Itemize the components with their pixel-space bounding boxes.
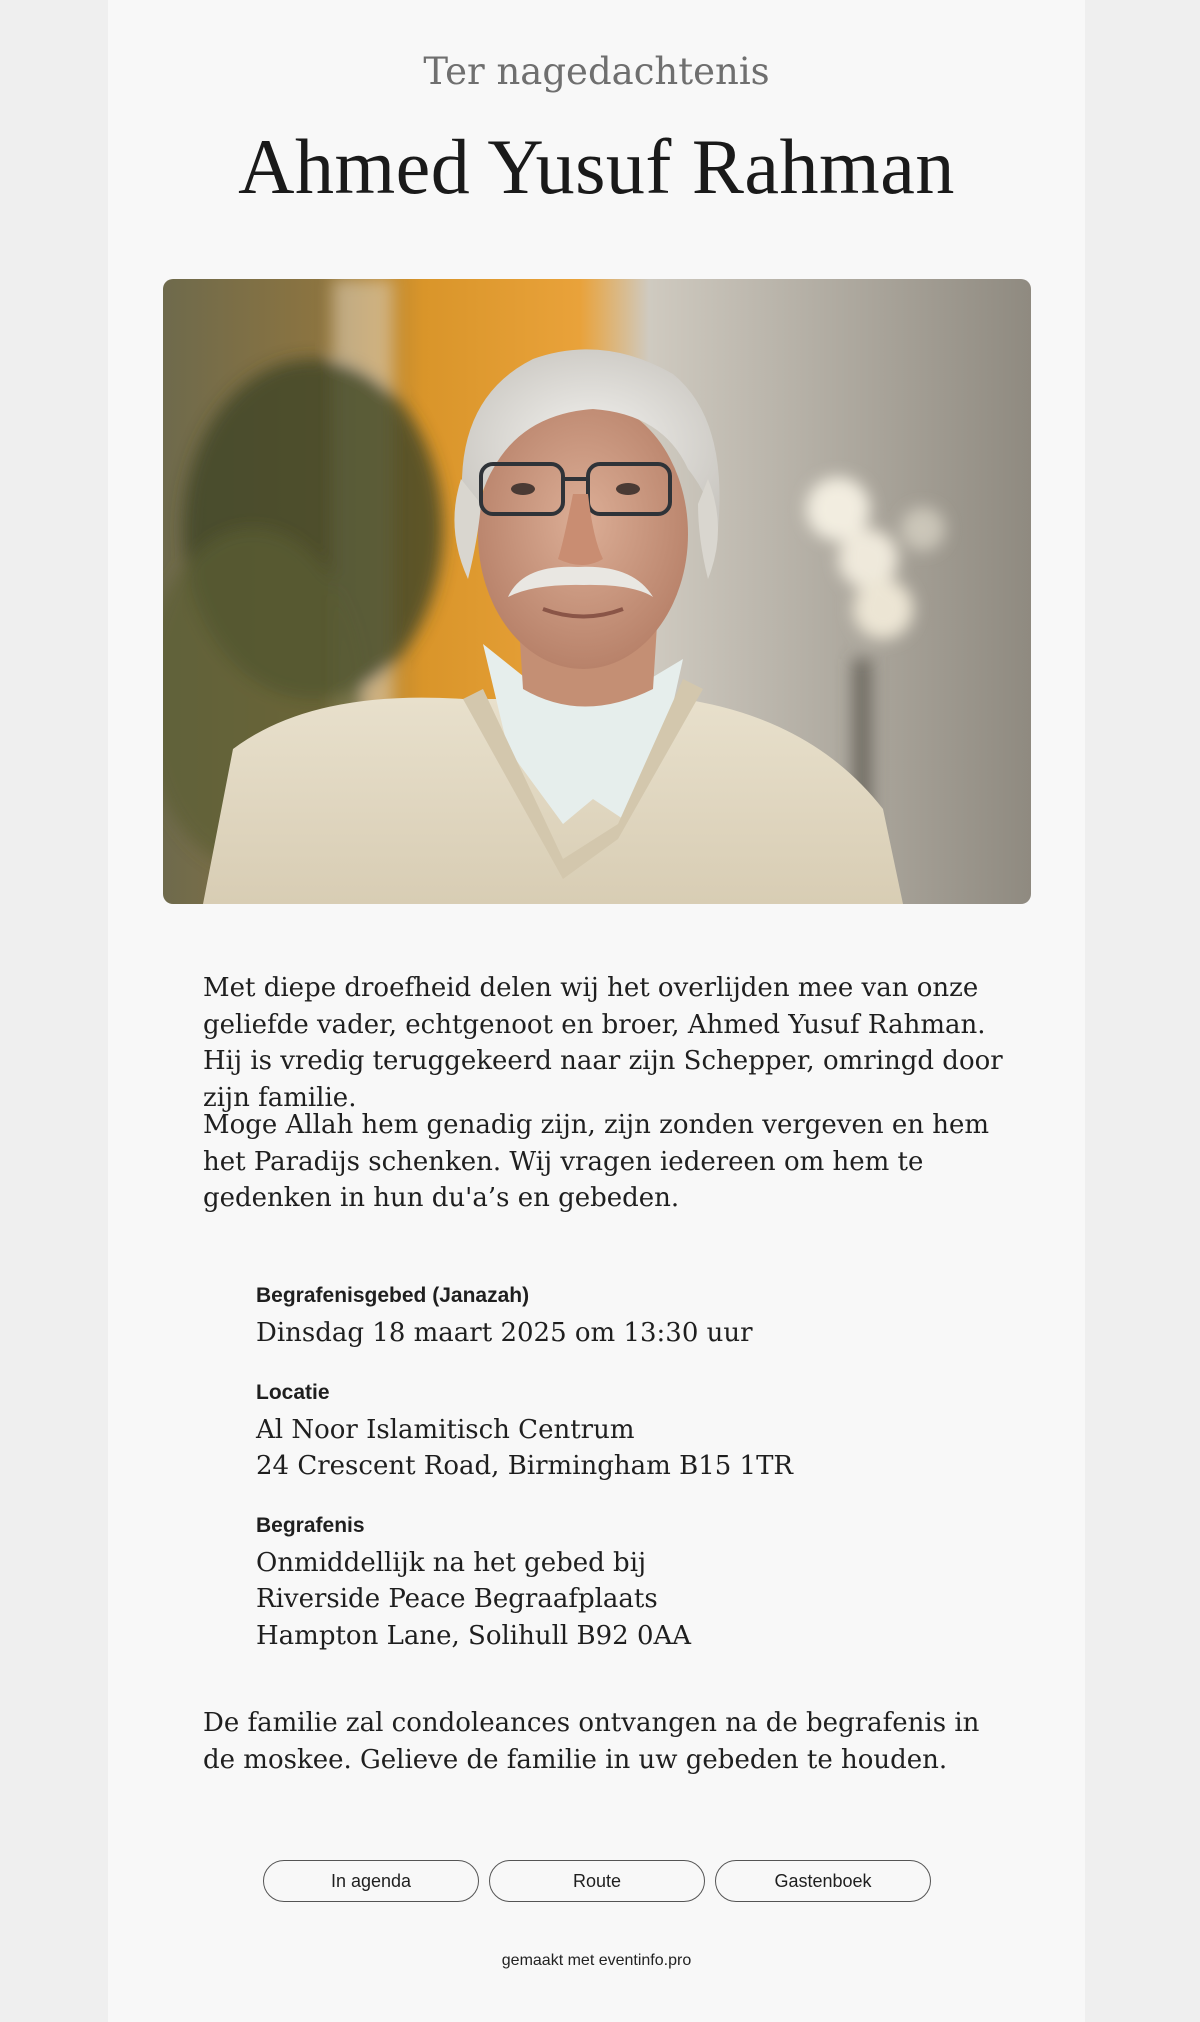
location-label: Locatie [256, 1380, 330, 1404]
add-to-calendar-button[interactable]: In agenda [263, 1860, 479, 1902]
prayer-detail [256, 1283, 956, 1352]
burial-detail [256, 1513, 956, 1655]
event-details [256, 1283, 956, 1682]
footer-credit[interactable]: gemaakt met eventinfo.pro [501, 1952, 692, 1969]
page-subtitle: Ter nagedachtenis [423, 50, 770, 93]
portrait-photo [163, 279, 1031, 904]
location-detail [256, 1380, 956, 1485]
burial-timing: Onmiddellijk na het gebed bij [256, 1547, 647, 1578]
intro-paragraph-2: Moge Allah hem genadig zijn, zijn zonden vergeven en hem het Paradijs schenken. Wij vragen iedereen om hem te gedenken in hun du'a’s en gebeden. [203, 1110, 990, 1213]
location-address: 24 Crescent Road, Birmingham B15 1TR [256, 1451, 793, 1481]
memorial-page [108, 0, 1085, 2022]
prayer-datetime: Dinsdag 18 maart 2025 om 13:30 uur [256, 1318, 753, 1348]
prayer-label: Begrafenisgebed (Janazah) [256, 1284, 530, 1307]
location-name: Al Noor Islamitisch Centrum [256, 1414, 635, 1445]
guestbook-button[interactable]: Gastenboek [715, 1860, 931, 1902]
action-buttons [263, 1860, 943, 1902]
closing-paragraph: De familie zal condoleances ontvangen na de begrafenis in de moskee. Gelieve de familie in uw gebeden te houden. [203, 1708, 980, 1775]
page-title: Ahmed Yusuf Rahman [238, 123, 955, 210]
intro-paragraph-1: Met diepe droefheid delen wij het overlijden mee van onze geliefde vader, echtgenoot en broer, Ahmed Yusuf Rahman. Hij is vredig teruggekeerd naar zijn Schepper, omringd door zijn familie. [203, 973, 1003, 1113]
burial-label: Begrafenis [256, 1513, 365, 1537]
burial-place: Riverside Peace Begraafplaats [256, 1584, 658, 1614]
burial-address: Hampton Lane, Solihull B92 0AA [256, 1620, 692, 1651]
route-button[interactable]: Route [489, 1860, 705, 1902]
